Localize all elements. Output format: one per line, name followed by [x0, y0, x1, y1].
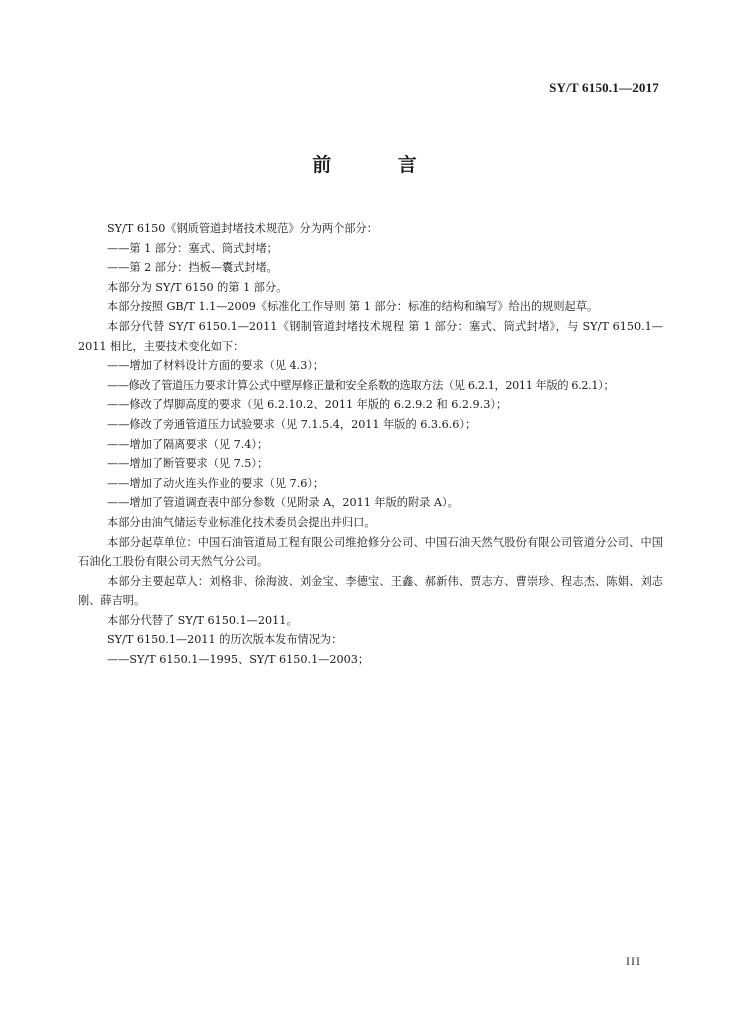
paragraph-proposer: 本部分由油气储运专业标准化技术委员会提出并归口。: [107, 515, 376, 529]
paragraph-supersedes: 本部分代替了 SY/T 6150.1—2011。: [107, 613, 298, 627]
paragraph-drafters: 本部分主要起草人：刘格非、徐海波、刘金宝、李德宝、王鑫、郝新伟、贾志方、曹崇珍、程志杰、陈娟、刘志刚、薛吉明。: [78, 574, 663, 608]
change-item: ——修改了旁通管道压力试验要求（见 7.1.5.4，2011 年版的 6.3.6.6）；: [107, 417, 477, 431]
change-item: ——增加了动火连头作业的要求（见 7.6）；: [107, 476, 325, 490]
paragraph-intro: SY/T 6150《钢质管道封堵技术规范》分为两个部分：: [107, 222, 378, 235]
change-item: ——增加了隔离要求（见 7.4）；: [107, 437, 269, 451]
list-item-part1: ——第 1 部分：塞式、筒式封堵；: [107, 241, 278, 255]
paragraph-replacement: 本部分代替 SY/T 6150.1—2011《钢制管道封堵技术规程 第 1 部分：塞式、筒式封堵》，与 SY/T 6150.1—2011 相比，主要技术变化如下：: [78, 319, 663, 353]
page-number: III: [626, 954, 641, 968]
paragraph-part-statement: 本部分为 SY/T 6150 的第 1 部分。: [107, 280, 288, 294]
change-item: ——增加了材料设计方面的要求（见 4.3）；: [107, 359, 325, 373]
change-item: ——修改了管道压力要求计算公式中壁厚修正量和安全系数的选取方法（见 6.2.1，2011 年版的 6.2.1）；: [107, 378, 615, 392]
foreword-body: [78, 219, 663, 670]
page-title: 前 言: [312, 154, 447, 176]
change-item: ——增加了管道调查表中部分参数（见附录 A，2011 年版的附录 A）。: [107, 496, 459, 510]
list-item-part2: ——第 2 部分：挡板—囊式封堵。: [107, 261, 278, 275]
standard-code-header: SY/T 6150.1—2017: [549, 80, 659, 95]
list-item-history: ——SY/T 6150.1—1995、SY/T 6150.1—2003；: [107, 653, 370, 667]
paragraph-history-intro: SY/T 6150.1—2011 的历次版本发布情况为：: [107, 633, 343, 647]
paragraph-drafting-rules: 本部分按照 GB/T 1.1—2009《标准化工作导则 第 1 部分：标准的结构和编写》给出的规则起草。: [107, 300, 599, 314]
change-item: ——增加了断管要求（见 7.5）；: [107, 457, 269, 471]
paragraph-drafting-units: 本部分起草单位：中国石油管道局工程有限公司维抢修分公司、中国石油天然气股份有限公司管道分公司、中国石油化工股份有限公司天然气分公司。: [78, 535, 663, 569]
change-item: ——修改了焊脚高度的要求（见 6.2.10.2、2011 年版的 6.2.9.2 和 6.2.9.3）；: [107, 398, 508, 412]
